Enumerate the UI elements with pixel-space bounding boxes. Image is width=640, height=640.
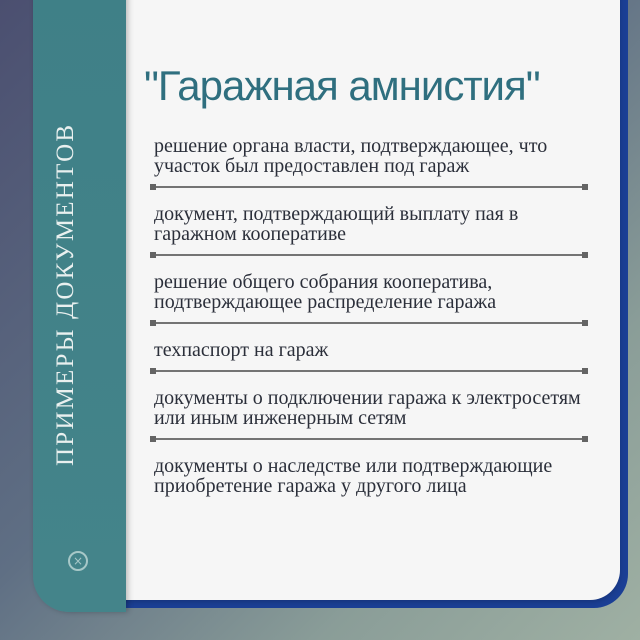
list-item [154, 336, 584, 372]
list-item-text: документ, подтверждающий выплату пая в гаражном кооперативе [154, 203, 519, 245]
list-item-text: решение общего собрания кооператива, подтверждающее распределение гаража [154, 271, 497, 313]
list-item [154, 384, 584, 440]
list-item [154, 452, 584, 506]
document-list [154, 132, 584, 506]
list-item-text: техпаспорт на гараж [154, 339, 329, 361]
page-title: "Гаражная амнистия" [144, 62, 540, 109]
list-item-text: документы о наследстве или подтверждающие приобретение гаража у другого лица [154, 455, 553, 497]
close-circle-icon[interactable]: × [68, 551, 88, 571]
list-item [154, 132, 584, 188]
list-item-text: решение органа власти, подтверждающее, что участок был предоставлен под гараж [154, 135, 548, 177]
list-item-text: документы о подключении гаража к электросетям или иным инженерным сетям [154, 387, 581, 429]
list-item [154, 200, 584, 256]
side-title: ПРИМЕРЫ ДОКУМЕНТОВ [52, 122, 79, 466]
list-item [154, 268, 584, 324]
